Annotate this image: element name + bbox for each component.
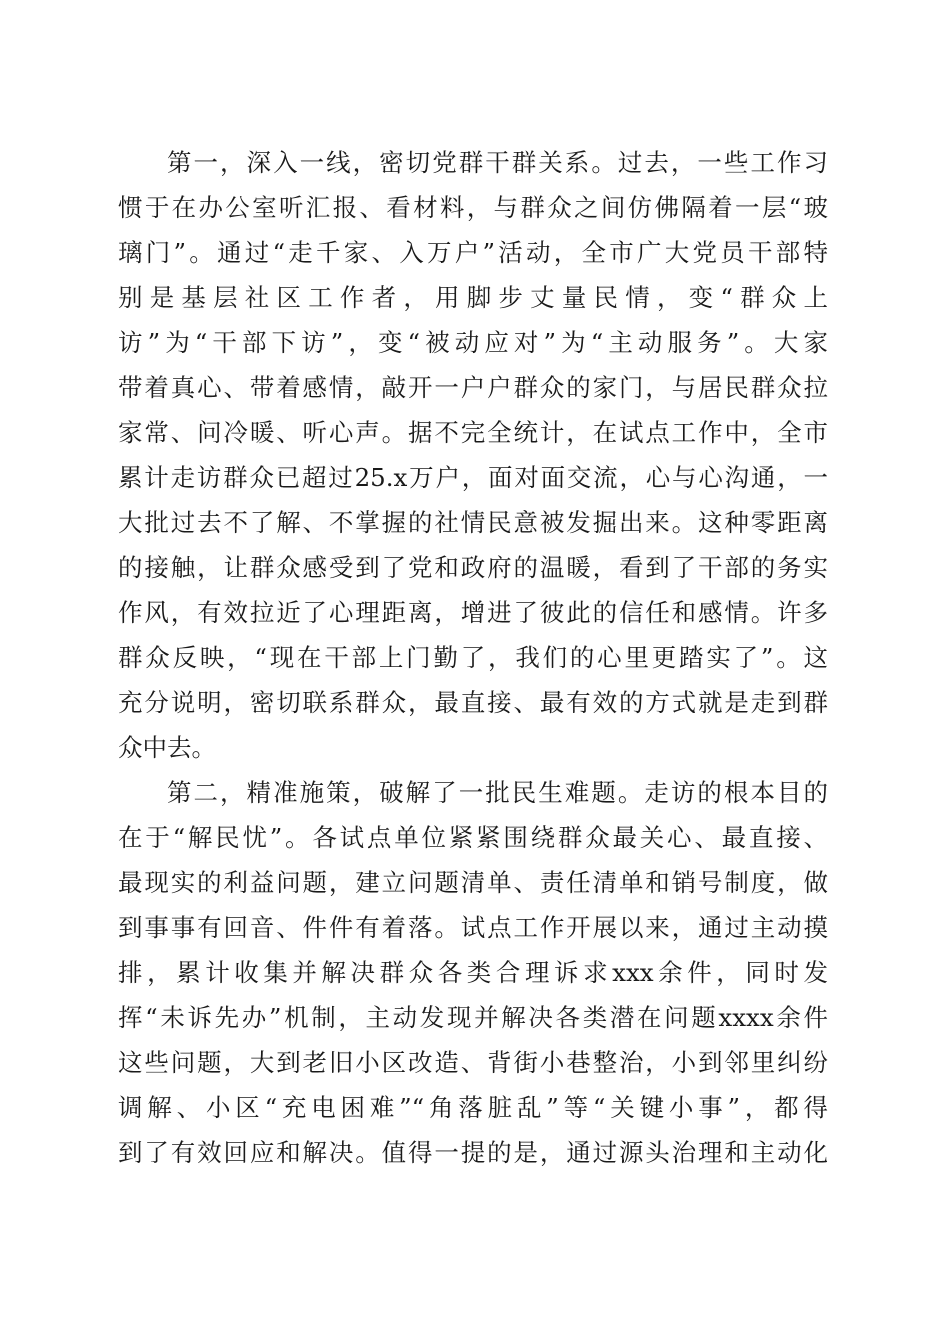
paragraph-line: 璃门”。通过“走千家、入万户”活动，全市广大党员干部特 [118,238,828,267]
document-body [118,140,828,1175]
paragraph-1 [118,140,828,770]
paragraph-line: 家常、问冷暖、听心声。据不完全统计，在试点工作中，全市 [118,418,828,447]
paragraph-line: 在于“解民忧”。各试点单位紧紧围绕群众最关心、最直接、 [118,823,828,852]
paragraph-line: 第二，精准施策，破解了一批民生难题。走访的根本目的 [167,778,828,807]
paragraph-line: 大批过去不了解、不掌握的社情民意被发掘出来。这种零距离 [118,508,828,537]
paragraph-line: 排，累计收集并解决群众各类合理诉求xxx余件，同时发 [118,958,828,987]
paragraph-line: 作风，有效拉近了心理距离，增进了彼此的信任和感情。许多 [118,598,828,627]
paragraph-line: 到了有效回应和解决。值得一提的是，通过源头治理和主动化 [118,1138,828,1167]
paragraph-line: 的接触，让群众感受到了党和政府的温暖，看到了干部的务实 [118,553,828,582]
paragraph-line: 带着真心、带着感情，敲开一户户群众的家门，与居民群众拉 [118,373,828,402]
paragraph-line: 累计走访群众已超过25.x万户，面对面交流，心与心沟通，一 [118,463,828,492]
paragraph-line: 挥“未诉先办”机制，主动发现并解决各类潜在问题xxxx余件 [118,1003,828,1032]
paragraph-line: 群众反映，“现在干部上门勤了，我们的心里更踏实了”。这 [118,643,828,672]
paragraph-2 [118,770,828,1175]
paragraph-line: 调解、小区“充电困难”“角落脏乱”等“关键小事”，都得 [118,1093,828,1122]
paragraph-line: 最现实的利益问题，建立问题清单、责任清单和销号制度，做 [118,868,828,897]
paragraph-line: 到事事有回音、件件有着落。试点工作开展以来，通过主动摸 [118,913,828,942]
paragraph-line: 众中去。 [118,733,216,762]
paragraph-line: 充分说明，密切联系群众，最直接、最有效的方式就是走到群 [118,688,828,717]
paragraph-line: 别是基层社区工作者，用脚步丈量民情，变“群众上 [118,283,828,312]
paragraph-line: 访”为“干部下访”，变“被动应对”为“主动服务”。大家 [118,328,828,357]
paragraph-line: 这些问题，大到老旧小区改造、背街小巷整治，小到邻里纠纷 [118,1048,828,1077]
paragraph-line: 第一，深入一线，密切党群干群关系。过去，一些工作习 [167,148,828,177]
paragraph-line: 惯于在办公室听汇报、看材料，与群众之间仿佛隔着一层“玻 [118,193,828,222]
